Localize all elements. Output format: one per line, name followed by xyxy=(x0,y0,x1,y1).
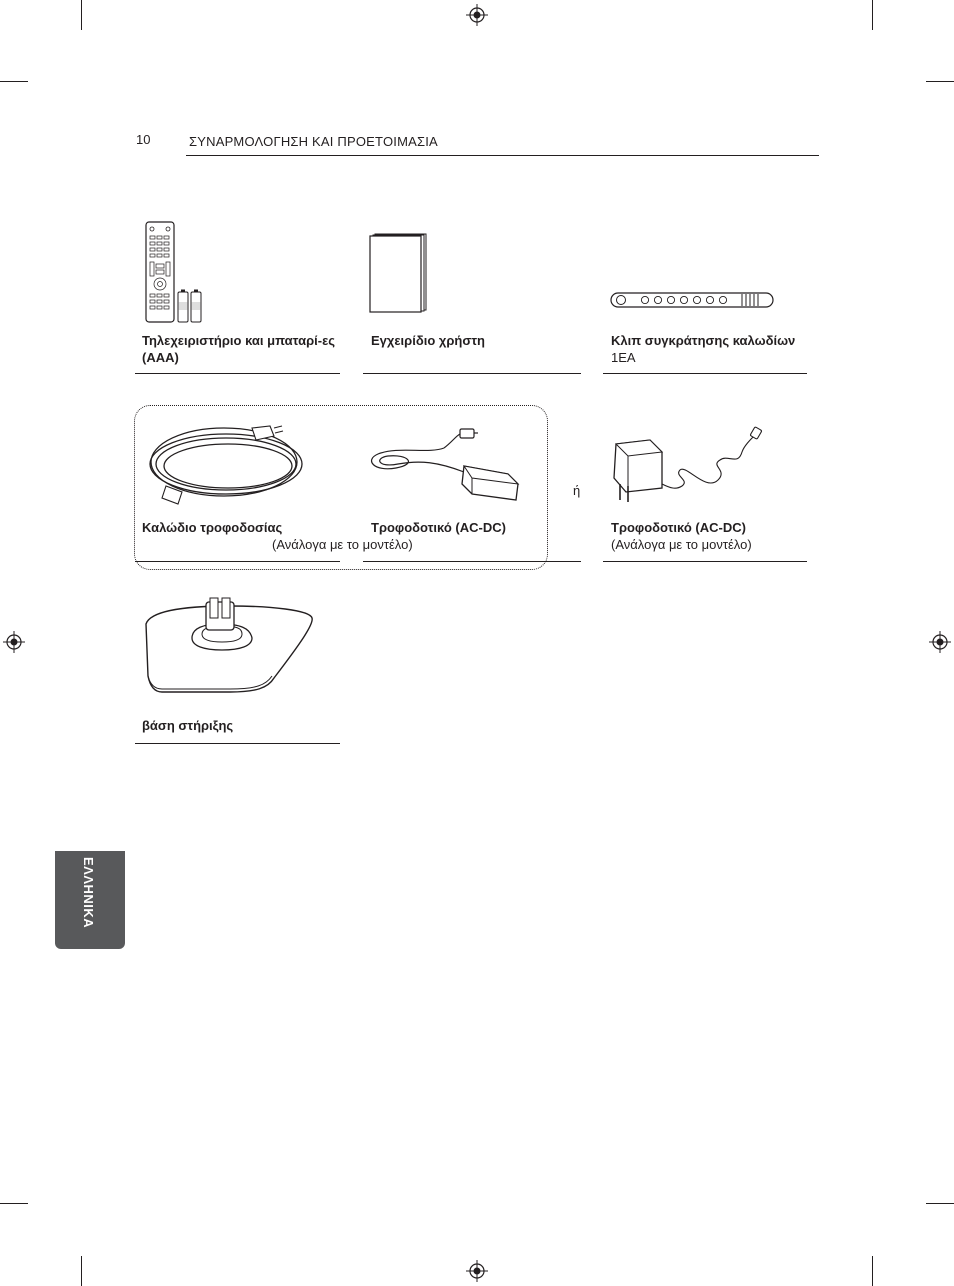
manual-title: Εγχειρίδιο χρήστη xyxy=(371,333,485,348)
ac-dc-adapter-icon xyxy=(368,424,528,506)
power-cord-title: Καλώδιο τροφοδοσίας xyxy=(142,520,283,535)
item-rule xyxy=(135,561,340,562)
adapter-1-caption xyxy=(371,519,571,536)
battery-icon xyxy=(178,290,188,323)
item-rule xyxy=(363,561,581,562)
adapter-2-title: Τροφοδοτικό (AC-DC) xyxy=(611,520,746,535)
power-cord-icon xyxy=(144,420,310,510)
page-number: 10 xyxy=(136,132,151,147)
adapter-1-note: (Ανάλογα με το μοντέλο) xyxy=(272,537,413,552)
power-cord-caption xyxy=(142,519,342,536)
header-rule xyxy=(186,155,819,156)
item-rule xyxy=(135,743,340,744)
crop-mark xyxy=(926,1203,954,1204)
adapter-1-title: Τροφοδοτικό (AC-DC) xyxy=(371,520,506,535)
language-tab-label: ΕΛΛΗΝΙΚΑ xyxy=(81,857,96,929)
crop-mark xyxy=(872,1256,873,1286)
crop-mark xyxy=(926,81,954,82)
item-rule xyxy=(603,373,807,374)
stand-caption xyxy=(142,717,342,734)
registration-mark-icon xyxy=(929,631,951,653)
cable-holder-icon xyxy=(608,290,778,312)
item-rule xyxy=(603,561,807,562)
adapter-2-caption xyxy=(611,519,811,553)
section-title: ΣΥΝΑΡΜΟΛΟΓΗΣΗ ΚΑΙ ΠΡΟΕΤΟΙΜΑΣΙΑ xyxy=(189,134,438,149)
remote-title: Τηλεχειριστήριο και μπαταρί-ες (AAA) xyxy=(142,333,335,365)
manual-caption xyxy=(371,332,571,349)
crop-mark xyxy=(81,0,82,30)
stand-base-icon xyxy=(140,594,320,698)
cable-clip-caption xyxy=(611,332,806,366)
cable-clip-title: Κλιπ συγκράτησης καλωδίων xyxy=(611,333,796,348)
remote-control-icon xyxy=(140,218,210,326)
language-tab xyxy=(55,851,125,949)
cable-clip-quantity: 1EA xyxy=(611,350,636,365)
stand-title: βάση στήριξης xyxy=(142,718,234,733)
registration-mark-icon xyxy=(3,631,25,653)
registration-mark-icon xyxy=(466,4,488,26)
adapter-2-note: (Ανάλογα με το μοντέλο) xyxy=(611,537,752,552)
user-manual-icon xyxy=(368,232,430,314)
crop-mark xyxy=(0,81,28,82)
or-label: ή xyxy=(573,483,581,498)
item-rule xyxy=(135,373,340,374)
wall-adapter-icon xyxy=(610,426,770,508)
item-rule xyxy=(363,373,581,374)
crop-mark xyxy=(0,1203,28,1204)
crop-mark xyxy=(872,0,873,30)
remote-caption xyxy=(142,332,337,366)
battery-icon xyxy=(191,290,201,323)
registration-mark-icon xyxy=(466,1260,488,1282)
crop-mark xyxy=(81,1256,82,1286)
